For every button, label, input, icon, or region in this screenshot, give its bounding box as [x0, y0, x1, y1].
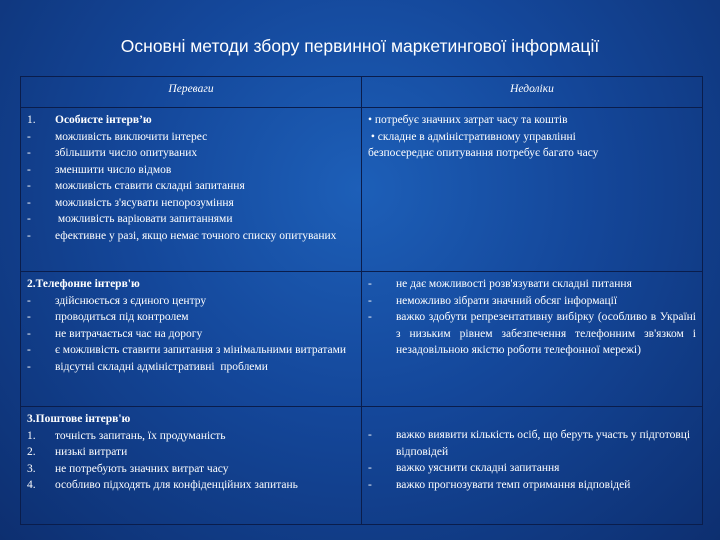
disadvantages-cell — [362, 272, 703, 407]
list-item-text: • складне в адміністративному управлінні — [368, 130, 576, 143]
list-item-text: можливість виключити інтерес — [55, 130, 208, 143]
list-item-text: не дає можливості розв'язувати складні питання — [396, 278, 632, 290]
list-item — [27, 461, 355, 478]
table-row-telephone-interview — [21, 272, 703, 407]
list-item — [368, 309, 696, 359]
list-item — [27, 342, 355, 359]
header-advantages: Переваги — [21, 77, 362, 108]
list-marker: - — [27, 344, 31, 356]
list-item-text: можливість ставити складні запитання — [55, 180, 245, 192]
list-item-text: зменшити число відмов — [55, 163, 172, 176]
list-item-text: ефективне у разі, якщо немає точного списку опитуваних — [55, 229, 337, 242]
list-marker: - — [368, 294, 372, 307]
list-item-text: неможливо зібрати значний обсяг інформації — [396, 294, 618, 307]
list-marker: 1. — [27, 114, 36, 126]
list-item-text: низькі витрати — [55, 446, 128, 458]
list-item — [27, 359, 355, 376]
list-item — [27, 293, 355, 310]
list-marker: - — [368, 278, 372, 290]
list-item — [27, 228, 355, 245]
list-marker: - — [27, 311, 31, 323]
list-marker: - — [27, 196, 31, 209]
list-marker: 4. — [27, 479, 36, 491]
list-item-text: важко прогнозувати темп отримання відповідей — [396, 478, 631, 491]
list-marker: - — [27, 360, 31, 373]
list-marker: 2. — [27, 446, 36, 458]
list-item — [27, 145, 355, 162]
list-item — [368, 276, 696, 293]
method-title: 3.Поштове інтерв'ю — [27, 413, 131, 425]
list-item-text: безпосереднє опитування потребує багато часу — [368, 147, 599, 159]
list-item — [27, 162, 355, 179]
list-item — [27, 444, 355, 461]
list-marker: - — [27, 180, 31, 192]
list-item — [27, 211, 355, 228]
list-item — [27, 326, 355, 343]
list-item-text: відсутні складні адміністративні проблеми — [55, 360, 268, 373]
advantages-cell — [21, 407, 362, 525]
list-item — [27, 178, 355, 195]
method-title: 2.Телефонне інтерв'ю — [27, 278, 140, 290]
section-heading — [27, 112, 355, 129]
methods-table — [20, 76, 703, 525]
advantages-cell — [21, 108, 362, 272]
list-marker: - — [368, 429, 372, 441]
list-item — [368, 477, 696, 494]
list-item-text: важко здобути репрезентативну вибірку (особливо в Україні з низьким рівнем забезпечення телефонним зв'язком і незадовільною якістю роботи телефонної мережі) — [396, 311, 696, 356]
list-item-text: проводиться під контролем — [55, 311, 189, 323]
list-marker: - — [368, 462, 372, 474]
disadvantages-cell — [362, 108, 703, 272]
list-item-text: можливість з'ясувати непорозуміння — [55, 196, 234, 209]
list-item — [368, 460, 696, 477]
list-item-text: точність запитань, їх продуманість — [55, 429, 226, 442]
list-marker: - — [27, 147, 31, 159]
list-marker: - — [368, 478, 372, 491]
list-marker: - — [27, 213, 31, 225]
list-item-text: можливість варіювати запитаннями — [55, 213, 233, 225]
advantages-cell — [21, 272, 362, 407]
method-title: Особисте інтерв’ю — [55, 114, 152, 126]
list-item-text: особливо підходять для конфіденційних запитань — [55, 479, 298, 491]
list-item — [368, 293, 696, 310]
list-item — [27, 309, 355, 326]
list-marker: - — [368, 311, 372, 323]
list-marker: - — [27, 163, 31, 176]
list-marker: - — [27, 229, 31, 242]
list-item — [27, 477, 355, 494]
list-item-text: здійснюється з єдиного центру — [55, 294, 207, 307]
list-item — [27, 129, 355, 146]
table-header-row — [21, 77, 703, 108]
slide-title: Основні методи збору первинної маркетингової інформації — [120, 36, 600, 56]
table-row-mail-interview — [21, 407, 703, 525]
list-item — [27, 195, 355, 212]
list-item-text: збільшити число опитуваних — [55, 147, 198, 159]
list-marker: - — [27, 327, 31, 340]
list-item-text: не потребують значних витрат часу — [55, 462, 229, 475]
header-disadvantages: Недоліки — [362, 77, 703, 108]
table-row-personal-interview — [21, 108, 703, 272]
list-item-text: важко уяснити складні запитання — [396, 462, 560, 474]
list-item-text: не витрачається час на дорогу — [55, 327, 203, 340]
list-item — [27, 428, 355, 445]
list-item-text: • потребує значних затрат часу та коштів — [368, 114, 568, 126]
list-marker: 1. — [27, 429, 36, 442]
list-item-text: є можливість ставити запитання з мінімальними витратами — [55, 344, 347, 356]
list-marker: 3. — [27, 462, 36, 475]
list-item-text: важко виявити кількість осіб, що беруть участь у підготовці відповідей — [396, 429, 691, 458]
list-marker: - — [27, 130, 31, 143]
list-item — [368, 427, 696, 460]
disadvantages-cell — [362, 407, 703, 525]
list-marker: - — [27, 294, 31, 307]
